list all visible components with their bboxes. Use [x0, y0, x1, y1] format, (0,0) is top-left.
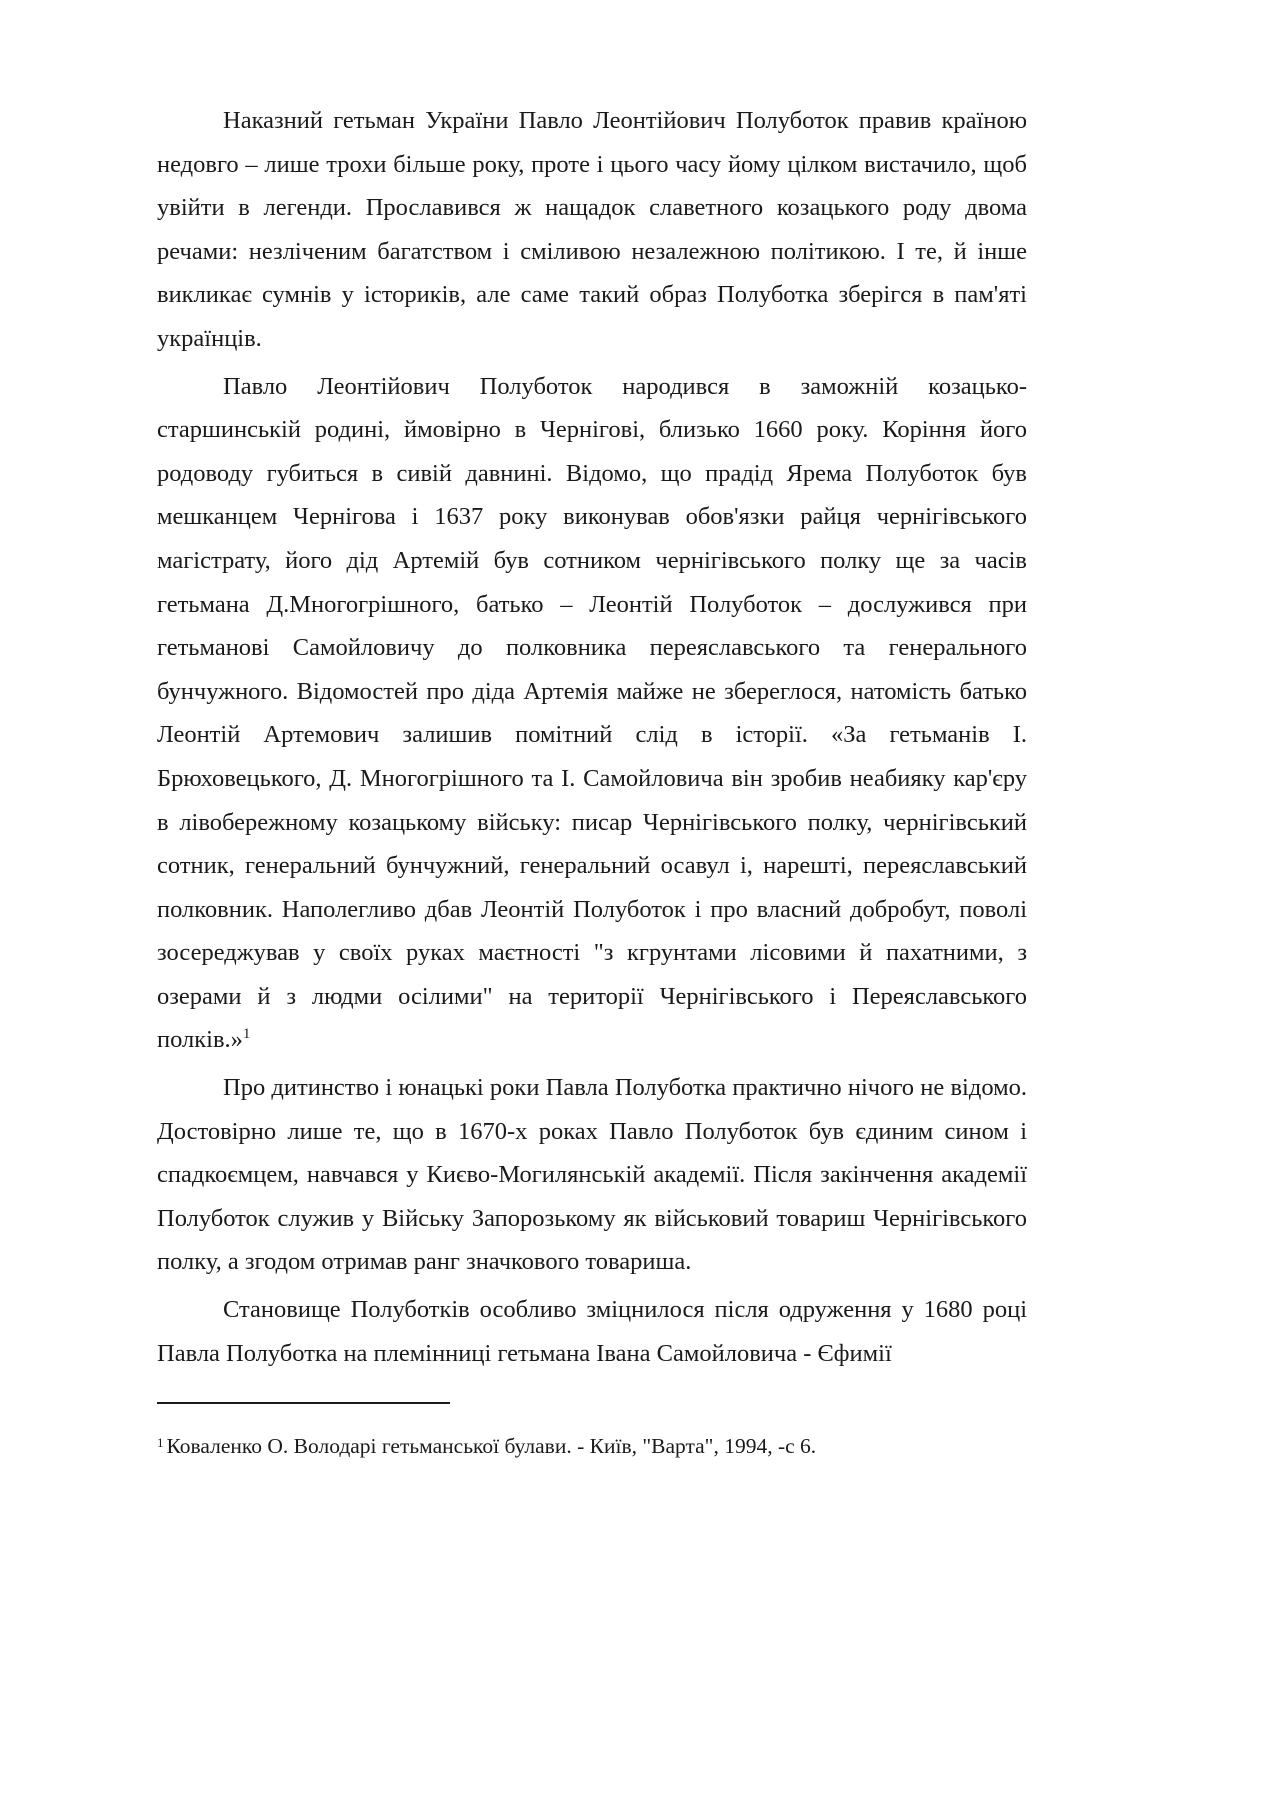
paragraph-3: [157, 1066, 1027, 1284]
paragraph-1: [157, 99, 1027, 361]
paragraph-4: [157, 1288, 1027, 1375]
footnote-reference[interactable]: 1: [242, 1026, 251, 1043]
footnote-text: Коваленко О. Володарі гетьманської булави. - Київ, "Варта", 1994, -с 6.: [166, 1434, 817, 1458]
footnote-separator: [157, 1402, 450, 1404]
paragraph-2: [157, 365, 1027, 1063]
footnote-number: 1: [157, 1435, 164, 1450]
body-text: [157, 99, 1027, 1379]
paragraph-3-text: Про дитинство і юнацькі роки Павла Полуботка практично нічого не відомо. Достовірно лише те, що в 1670-х роках Павло Полуботок був єдиним сином і спадкоємцем, навчався у Києво-Могилянській академії. Після закінчення академії Полуботок служив у Війську Запорозькому як військовий товариш Чернігівського полку, а згодом отримав ранг значкового товариша.: [157, 1074, 1027, 1276]
footnote: [157, 1429, 1027, 1463]
paragraph-2-text: Павло Леонтійович Полуботок народився в заможній козацько-старшинській родині, ймовірно в Чернігові, близько 1660 року. Коріння його родоводу губиться в сивій давнині. Відомо, що прадід Ярема Полуботок був мешканцем Чернігова і 1637 року виконував обов'язки райця чернігівського магістрату, його дід Артемій був сотником чернігівського полку ще за часів гетьмана Д.Многогрішного, батько – Леонтій Полуботок – дослужився при гетьманові Самойловичу до полковника переяславського та генерального бунчужного. Відомостей про діда Артемія майже не збереглося, натомість батько Леонтій Артемович залишив помітний слід в історії. «За гетьманів І. Брюховецького, Д. Многогрішного та І. Самойловича він зробив неабияку кар'єру в лівобережному козацькому війську: писар Чернігівського полку, чернігівський сотник, генеральний бунчужний, генеральний осавул і, нарешті, переяславський полковник. Наполегливо дбав Леонтій Полуботок і про власний добробут, поволі зосереджував у своїх руках маєтності "з кгрунтами лісовими й пахатними, з озерами й з людми осілими" на території Чернігівського і Переяславського полків.»: [157, 372, 1027, 1054]
paragraph-1-text: Наказний гетьман України Павло Леонтійович Полуботок правив країною недовго – лише трохи більше року, проте і цього часу йому цілком вистачило, щоб увійти в легенди. Прославився ж нащадок славетного козацького роду двома речами: незліченим багатством і сміливою незалежною політикою. І те, й інше викликає сумнів у істориків, але саме такий образ Полуботка зберігся в пам'яті українців.: [157, 107, 1027, 352]
paragraph-4-text: Становище Полуботків особливо зміцнилося після одруження у 1680 році Павла Полуботка на племінниці гетьмана Івана Самойловича - Єфимії: [157, 1296, 1027, 1367]
